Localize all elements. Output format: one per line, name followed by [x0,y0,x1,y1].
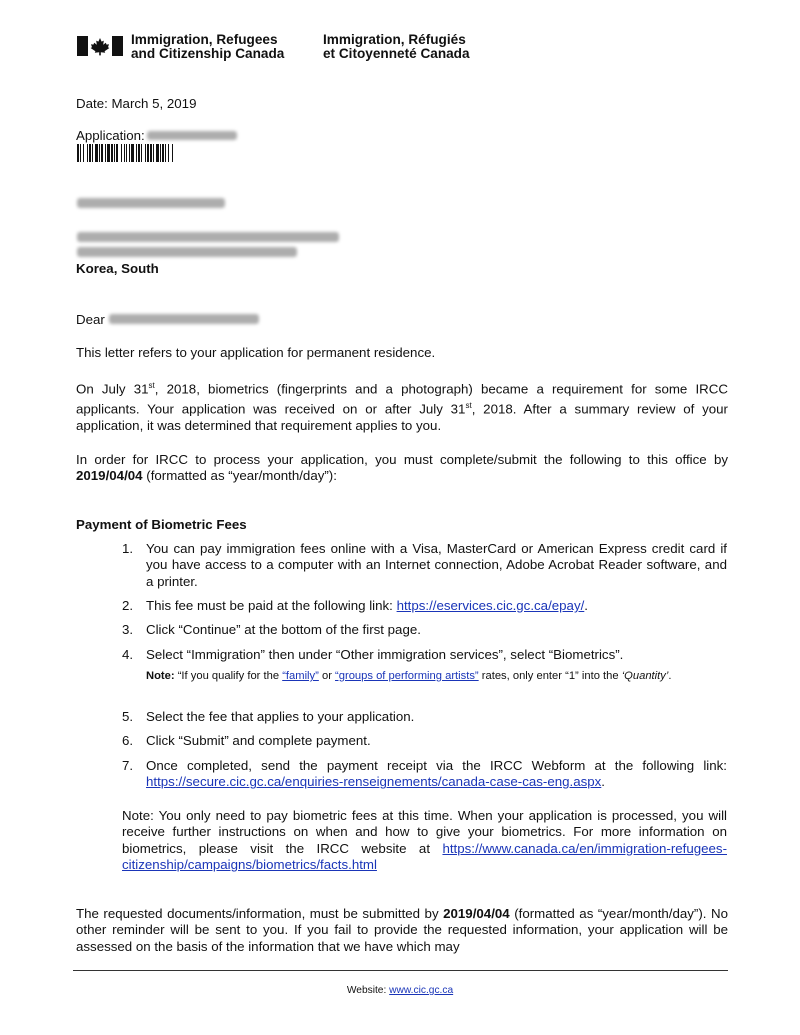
department-name-english: Immigration, Refugees and Citizenship Canada [131,32,285,61]
step-4-note: Note: “If you qualify for the “family” or “groups of performing artists” rates, only enter “1” into the ‘Quantity’. [146,670,672,682]
closing-deadline-date: 2019/04/04 [443,906,510,921]
webform-link[interactable]: https://secure.cic.gc.ca/enquiries-renseignements/canada-case-cas-eng.aspx [146,774,602,790]
footer-divider [73,970,728,971]
closing-paragraph: The requested documents/information, must be submitted by 2019/04/04 (formatted as “year/month/day”). No other reminder will be sent to you. If you fail to provide the requested information, your application will be assessed on the basis of the information that we have which may [76,906,728,954]
footer [0,985,800,996]
website-link[interactable]: www.cic.gc.ca [389,985,454,996]
section-title: Payment of Biometric Fees [76,517,247,532]
biometric-fees-note: Note: You only need to pay biometric fees at this time. When your application is processed, you will receive further instructions on when and how to give your biometrics. For more information on biometrics, please visit the IRCC website at https://www.canada.ca/en/immigration-refugees-citizenship/campaigns/biometrics/facts.html [122,808,727,873]
family-link[interactable]: “family” [282,670,319,682]
barcode [77,144,239,162]
redacted-salutation-name [109,314,259,324]
redacted-application-id [147,131,237,140]
deadline-paragraph: In order for IRCC to process your application, you must complete/submit the following to this office by 2019/04/04 (formatted as “year/month/day”): [76,452,728,484]
salutation [76,312,259,328]
performing-artists-link[interactable]: “groups of performing artists” [335,670,479,682]
application-number [76,128,237,144]
canada-flag-logo [77,36,123,56]
footer-label: Website: [346,985,387,996]
address-country: Korea, South [76,261,159,276]
application-label: Application: [76,128,145,143]
intro-paragraph: This letter refers to your application for permanent residence. [76,345,436,360]
redacted-recipient-name [77,195,225,213]
deadline-date: 2019/04/04 [76,468,143,484]
salutation-text: Dear [76,312,105,327]
biometrics-facts-link[interactable]: https://www.canada.ca/en/immigration-refugees-citizenship/campaigns/biometrics/facts.html [122,840,727,873]
biometrics-paragraph: On July 31st, 2018, biometrics (fingerprints and a photograph) became a requirement for some IRCC applicants. Your application was received on or after July 31st, 2018. After a summary review of your application, it was determined that requirement applies to you. [76,381,728,433]
department-name-french: Immigration, Réfugiés et Citoyenneté Canada [323,32,470,61]
redacted-address-line-2 [77,244,297,262]
epay-link[interactable]: https://eservices.cic.gc.ca/epay/ [396,598,585,613]
letter-date: Date: March 5, 2019 [76,96,197,111]
